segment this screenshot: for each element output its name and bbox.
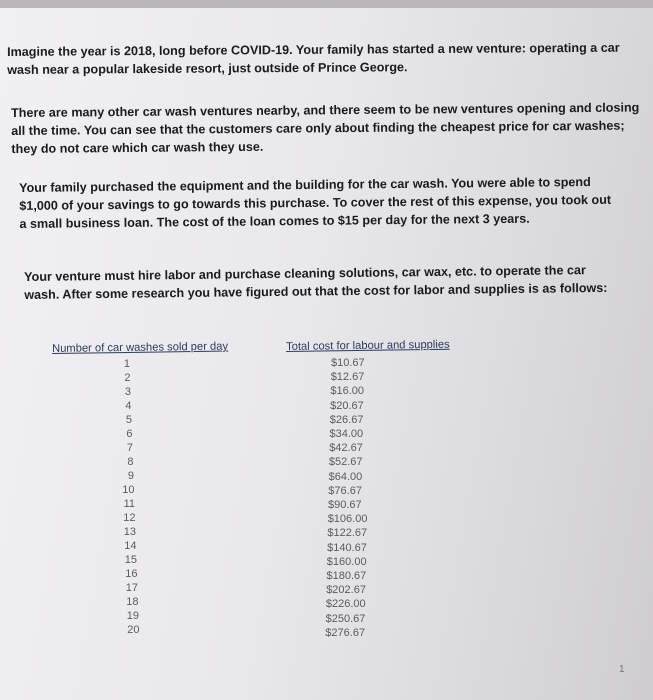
table-cell-quantity: 1 <box>123 358 130 370</box>
table-cell-cost: $26.67 <box>329 413 364 426</box>
table-cell-cost: $276.67 <box>325 626 366 639</box>
table-cell-cost: $140.67 <box>327 541 367 554</box>
table-cell-quantity: 19 <box>126 610 139 622</box>
table-cell-quantity: 5 <box>125 414 132 426</box>
table-header-cost: Total cost for labour and supplies <box>286 338 450 353</box>
table-cell-cost: $250.67 <box>325 612 366 625</box>
table-cell-cost: $180.67 <box>326 570 367 582</box>
table-header-quantity: Number of car washes sold per day <box>52 340 229 355</box>
table-cell-quantity: 13 <box>123 526 136 538</box>
table-cell-cost: $42.67 <box>329 442 363 455</box>
table-cell-cost: $106.00 <box>327 513 368 526</box>
table-cell-quantity: 20 <box>127 624 140 636</box>
paragraph-intro: Imagine the year is 2018, long before COVID-19. Your family has started a new venture: operating a car wash near a popular lakeside resort, just outside of Prince George. <box>7 40 620 77</box>
table-cell-quantity: 6 <box>126 428 133 440</box>
table-cell-quantity: 8 <box>127 456 134 468</box>
paragraph-loan: Your family purchased the equipment and the building for the car wash. You were able to spend $1,000 of your savings to go towards this purchase. To cover the rest of this expense, you took out a small business loan. The cost of the loan comes to $15 per day for the next 3 years. <box>19 175 612 231</box>
table-cell-quantity: 14 <box>124 540 137 552</box>
table-cell-cost: $16.00 <box>330 385 365 398</box>
table-cell-quantity: 9 <box>127 470 134 482</box>
table-cell-quantity: 4 <box>125 400 132 412</box>
table-cell-quantity: 16 <box>125 568 138 580</box>
table-cell-cost: $52.67 <box>328 456 363 469</box>
table-cell-quantity: 15 <box>124 554 137 566</box>
table-cell-cost: $90.67 <box>328 499 362 511</box>
table-cell-quantity: 18 <box>126 596 139 608</box>
table-cell-cost: $76.67 <box>328 484 362 497</box>
table-cell-quantity: 2 <box>124 372 131 384</box>
table-cell-cost: $20.67 <box>330 399 364 412</box>
table-cell-quantity: 3 <box>124 386 131 398</box>
table-cell-quantity: 11 <box>123 498 135 510</box>
table-cell-quantity: 10 <box>122 484 135 496</box>
table-cell-cost: $10.67 <box>331 357 365 369</box>
table-cell-quantity: 12 <box>123 512 136 524</box>
table-cell-quantity: 17 <box>125 582 138 594</box>
table-cell-cost: $226.00 <box>325 598 366 611</box>
paragraph-costs: Your venture must hire labor and purchase cleaning solutions, car wax, etc. to operate the car wash. After some research you have figured out that the cost for labor and supplies is as follows: <box>24 263 608 302</box>
table-cell-cost: $12.67 <box>330 371 365 384</box>
paragraph-competition: There are many other car wash ventures nearby, and there seem to be new ventures opening and closing all the time. You can see that the customers care only about finding the cheapest price for car washes; they do not care which car wash they use. <box>11 100 640 156</box>
page-number: 1 <box>619 664 625 675</box>
table-cell-cost: $34.00 <box>329 428 364 440</box>
table-cell-cost: $160.00 <box>326 555 367 568</box>
table-cell-cost: $202.67 <box>326 584 366 597</box>
table-cell-cost: $64.00 <box>328 470 363 483</box>
table-cell-quantity: 7 <box>126 442 133 454</box>
table-cell-cost: $122.67 <box>327 527 368 540</box>
